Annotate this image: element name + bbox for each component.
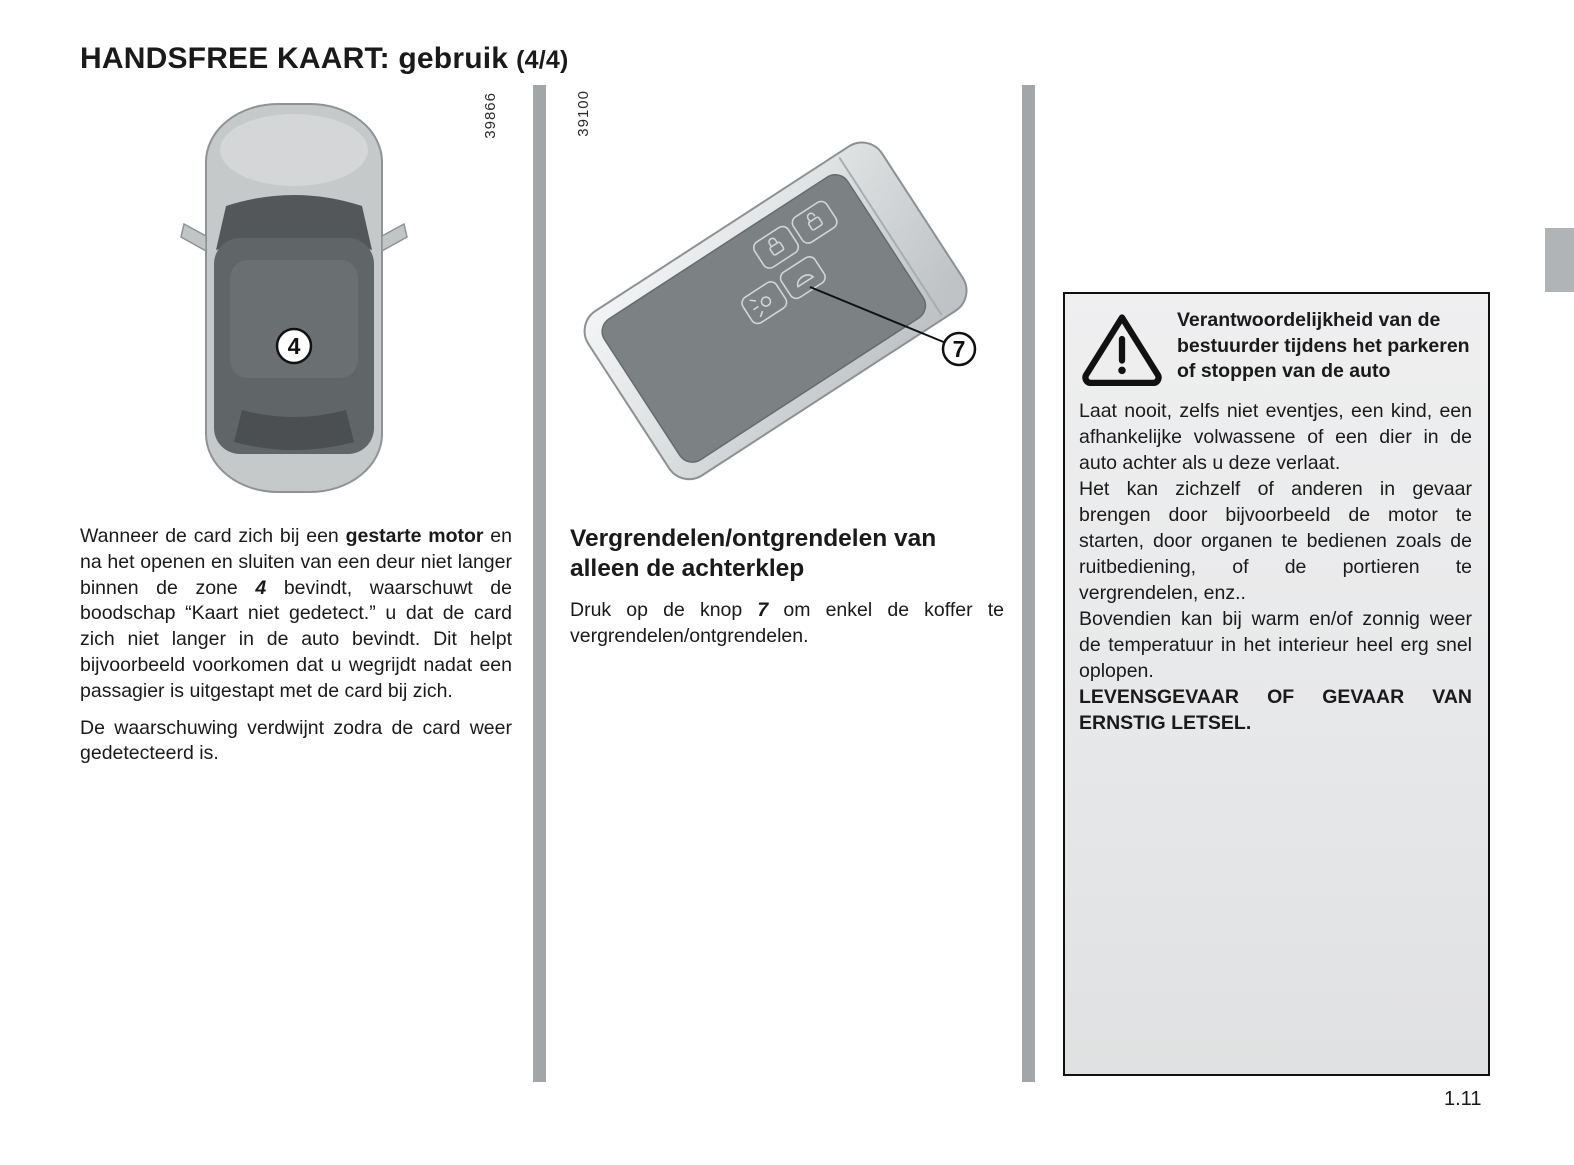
p1-bold-gestarte-motor: gestarte motor: [345, 525, 484, 547]
p1-run1: Wanneer de card zich bij een: [80, 525, 346, 547]
car-mirror-right: [382, 224, 407, 251]
car-hood: [220, 114, 368, 186]
section-edge-tab: [1545, 228, 1574, 292]
warning-triangle-icon: [1079, 310, 1165, 386]
p1-run3: bevindt, waarschuwt de boodschap “Kaart niet gedetect.” u dat de card zich niet langer in de auto bevindt. Dit helpt bijvoorbeeld voorkomen dat u wegrijdt nadat een passagier is uitgestapt met de card bij zich.: [80, 576, 512, 702]
figure-number-card: 39100: [575, 90, 592, 137]
figure-key-card: [560, 85, 1010, 515]
column2-block: [570, 524, 1004, 649]
p2-button-ref: 7: [757, 599, 769, 621]
page-title-text: HANDSFREE KAART: gebruik: [80, 42, 509, 76]
warning-paragraph-2: Het kan zichzelf of anderen in gevaar brengen door bijvoorbeeld de motor te starten, door organen te bedienen zoals de ruitbediening, of de portieren te vergrendelen, enz..: [1079, 478, 1472, 604]
column1-text: [80, 524, 512, 767]
warning-exclamation-dot: [1118, 367, 1126, 375]
warning-header: [1079, 308, 1472, 386]
warning-box: [1063, 292, 1490, 1076]
warning-paragraph-3: Bovendien kan bij warm en/of zonnig weer de temperatuur in het interieur heel erg snel oplopen.: [1079, 608, 1472, 682]
column-divider-1: [533, 85, 546, 1082]
column1-paragraph-1: [80, 524, 512, 705]
section-heading: Vergrendelen/ontgrendelen van alleen de achterklep: [570, 525, 937, 582]
warning-title: Verantwoordelijkheid van de bestuurder tijdens het parkeren of stoppen van de auto: [1177, 309, 1470, 382]
column-divider-2: [1022, 85, 1035, 1082]
page-title-suffix: (4/4): [516, 46, 569, 75]
callout-7-label: 7: [952, 336, 966, 362]
p2-run2: om enkel de koffer te vergrendelen/ontgrendelen.: [570, 599, 1004, 647]
figure-car-top-view: [84, 88, 504, 508]
page-number: 1.11: [1444, 1088, 1482, 1110]
p1-zone-ref: 4: [255, 576, 267, 599]
warning-body: [1079, 398, 1472, 736]
p1-run2: en na het openen en sluiten van een deur niet langer binnen de zone: [80, 525, 512, 599]
p2-run1: Druk op de knop: [570, 599, 758, 621]
figure-number-car: 39866: [482, 92, 499, 139]
car-zone-label: 4: [287, 333, 301, 359]
warning-paragraph-1: Laat nooit, zelfs niet eventjes, een kind, een afhankelijke volwassene of een dier in de auto achter als u deze verlaat.: [1079, 400, 1472, 474]
key-card-illustration: [560, 85, 1010, 515]
page-title: [80, 42, 569, 76]
car-top-view-illustration: [84, 88, 504, 508]
column1-paragraph-2: De waarschuwing verdwijnt zodra de card weer gedetecteerd is.: [80, 716, 512, 765]
column2-paragraph: [570, 597, 1004, 649]
warning-emphasis: LEVENSGEVAAR OF GEVAAR VAN ERNSTIG LETSEL.: [1079, 686, 1472, 734]
car-mirror-left: [181, 224, 206, 251]
